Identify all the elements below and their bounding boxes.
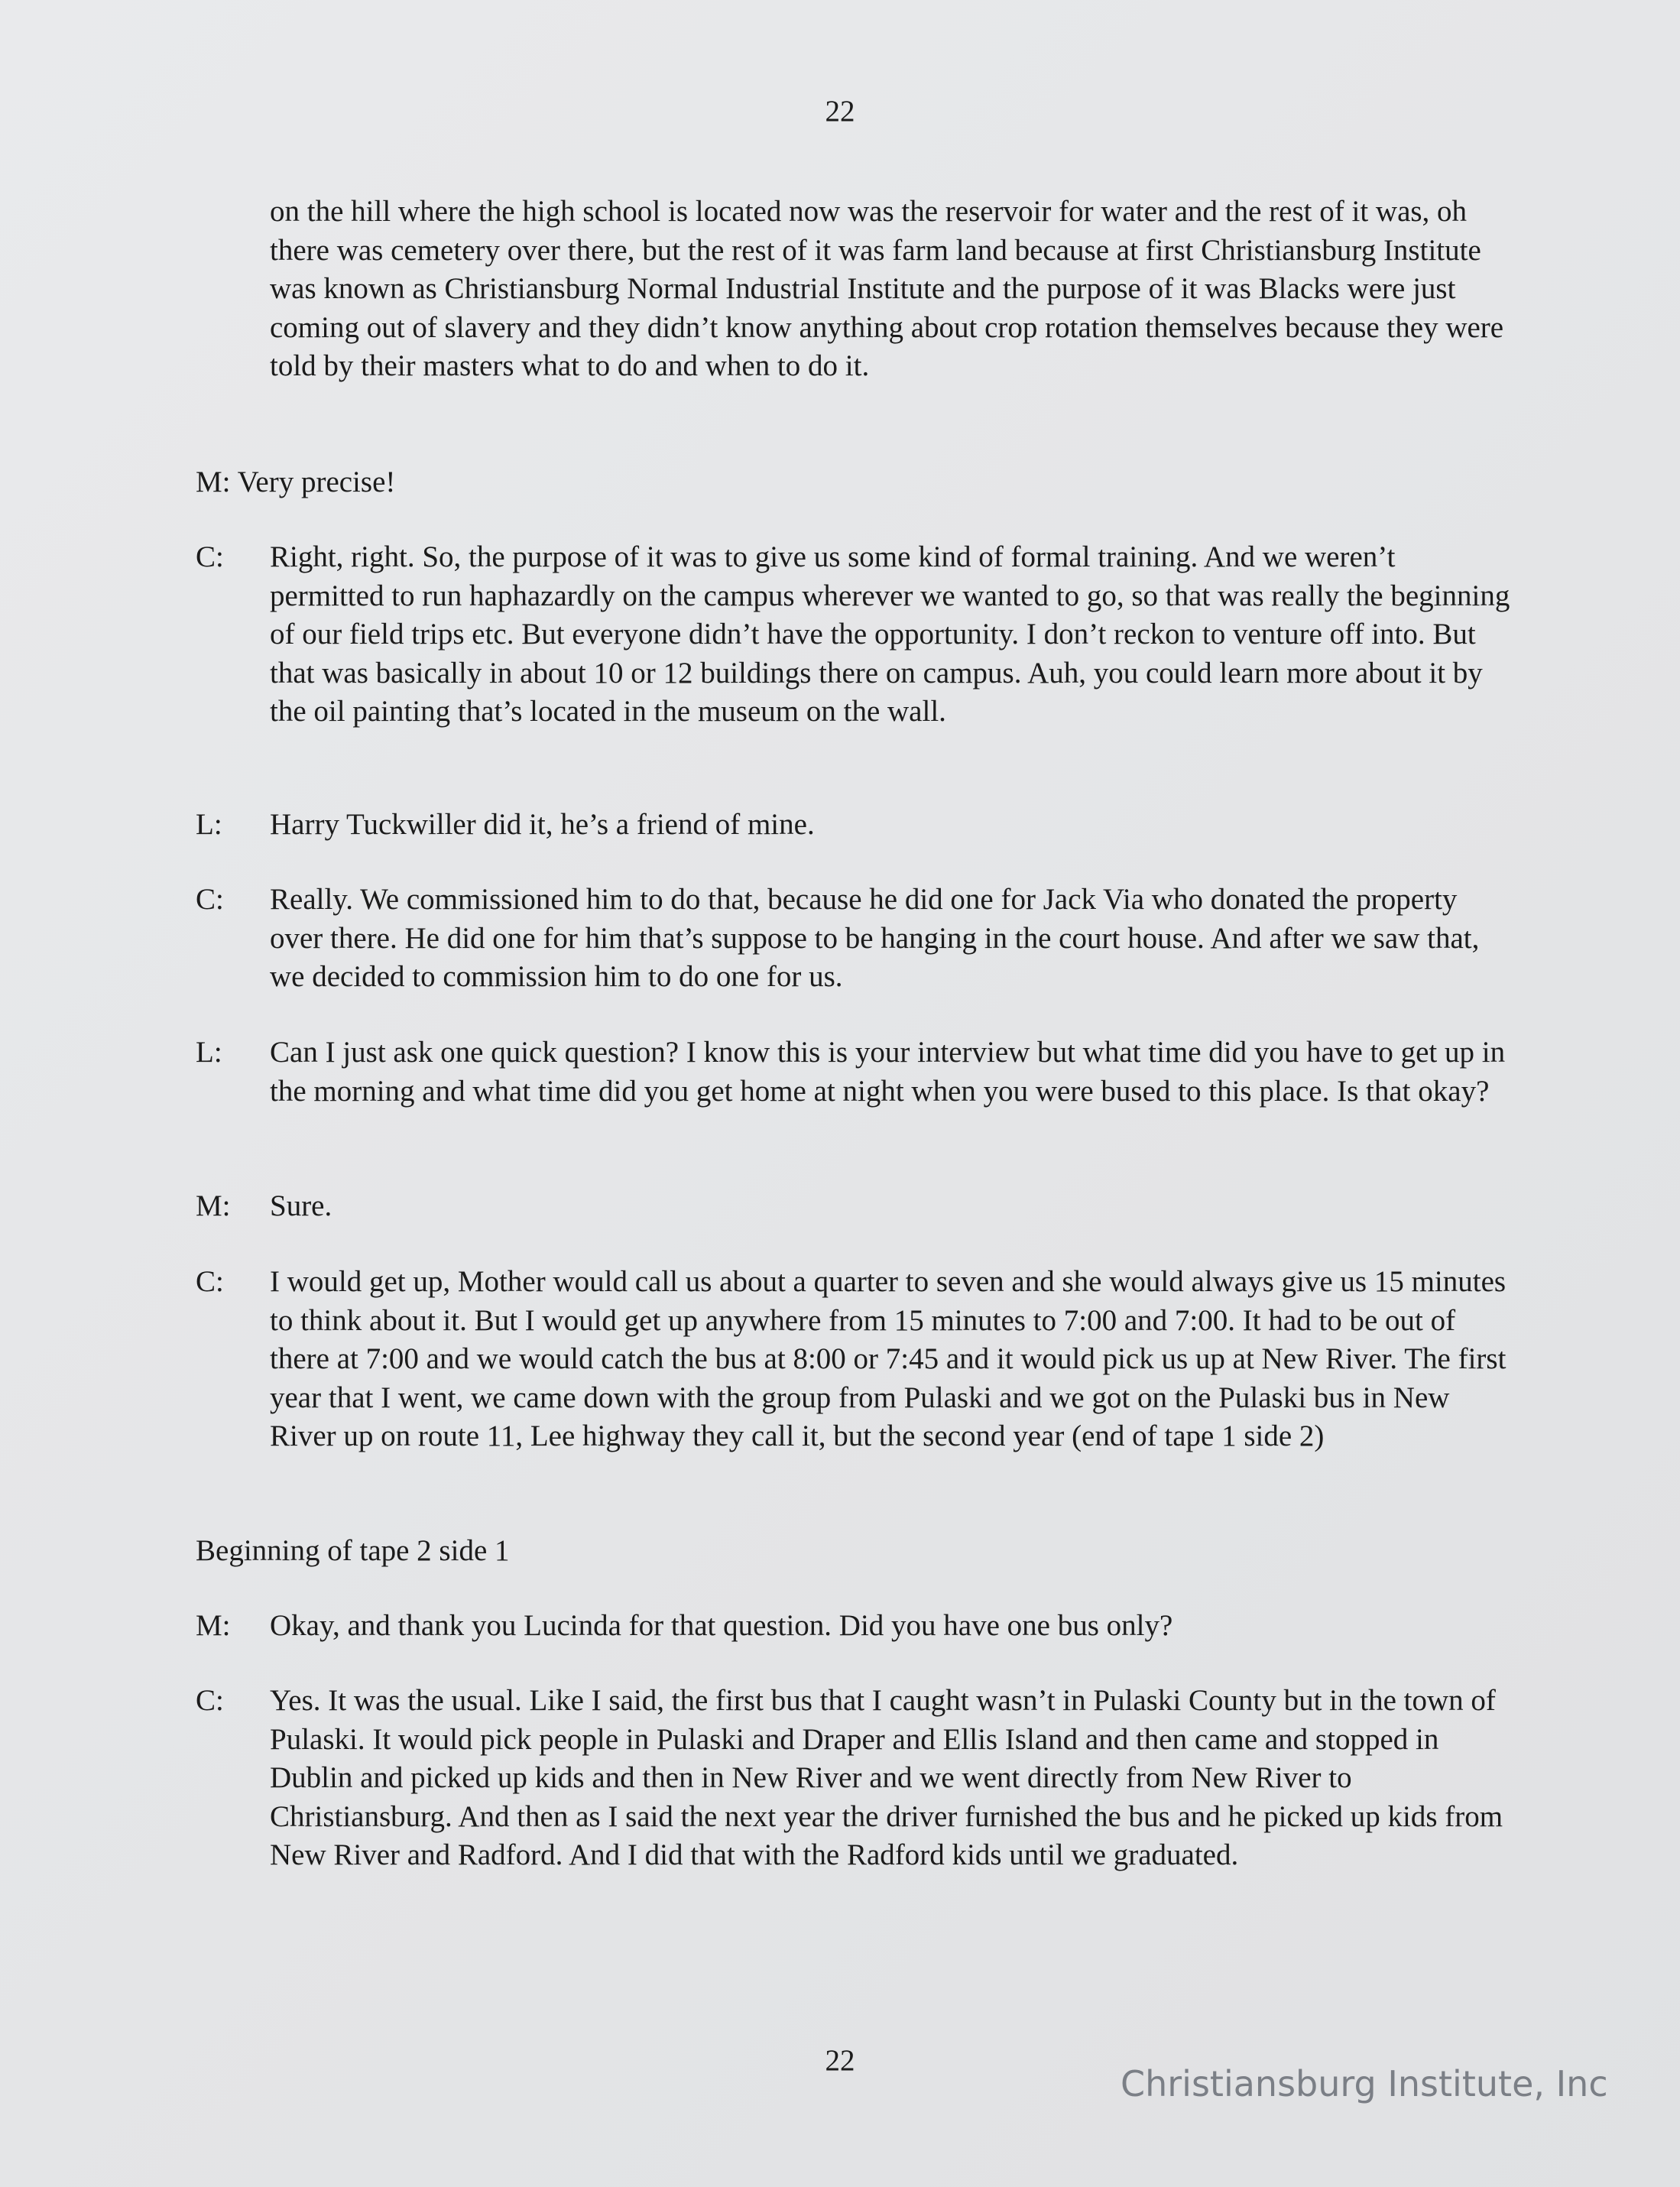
speaker-label: C:: [196, 1684, 224, 1717]
speech-text: Sure.: [270, 1189, 332, 1222]
watermark-text: Christiansburg Institute, Inc: [1121, 2063, 1608, 2104]
transcript-turn: [196, 1263, 1510, 1456]
transcript-turn: [196, 1033, 1510, 1111]
speaker-label: M:: [196, 1189, 231, 1222]
speech-text: Really. We commissioned him to do that, because he did one for Jack Via who donated the property over there. He did one for him that’s suppose to be hanging in the court house. And after we saw that, we decided to commission him to do one for us.: [270, 883, 1480, 993]
transcript-turn: [196, 538, 1510, 732]
transcript-turn: [196, 1187, 1510, 1226]
speaker-label: C:: [196, 1265, 224, 1298]
speaker-label: M:: [196, 1609, 231, 1642]
speech-text: Okay, and thank you Lucinda for that question. Did you have one bus only?: [270, 1609, 1173, 1642]
continuation-paragraph: on the hill where the high school is located now was the reservoir for water and the rest of it was, oh there was cemetery over there, but the rest of it was farm land because at first Christiansburg Institute was known as Christiansburg Normal Industrial Institute and the purpose of it was Blacks were just coming out of slavery and they didn’t know anything about crop rotation themselves because they were told by their masters what to do and when to do it.: [270, 195, 1504, 382]
page-number-bottom: 22: [825, 2044, 855, 2077]
transcript-turn: [196, 806, 1510, 845]
speech-text: I would get up, Mother would call us about a quarter to seven and she would always give us 15 minutes to think about it. But I would get up anywhere from 15 minutes to 7:00 and 7:00. It had to be out of there at 7:00 and we would catch the bus at 8:00 or 7:45 and it would pick us up at New River. The first year that I went, we came down with the group from Pulaski and we got on the Pulaski bus in New River up on route 11, Lee highway they call it, but the second year (end of tape 1 side 2): [270, 1265, 1506, 1452]
page-number-top: 22: [825, 95, 855, 128]
speaker-label: C:: [196, 883, 224, 916]
speaker-label: M:: [196, 466, 231, 498]
tape-note: Beginning of tape 2 side 1: [196, 1534, 510, 1567]
speech-text: Harry Tuckwiller did it, he’s a friend of mine.: [270, 808, 815, 841]
transcript-turn: [196, 881, 1510, 997]
speaker-label: L:: [196, 1036, 222, 1069]
speaker-label: L:: [196, 808, 222, 841]
speech-text: Can I just ask one quick question? I know this is your interview but what time did you have to get up in the morning and what time did you get home at night when you were bused to this place. Is that okay?: [270, 1036, 1506, 1108]
speaker-label: C:: [196, 540, 224, 573]
speech-text: Yes. It was the usual. Like I said, the first bus that I caught wasn’t in Pulaski County but in the town of Pulaski. It would pick people in Pulaski and Draper and Ellis Island and then came and stopped in Dublin and picked up kids and then in New River and we went directly from New River to Christiansburg. And then as I said the next year the driver furnished the bus and he picked up kids from New River and Radford. And I did that with the Radford kids until we graduated.: [270, 1684, 1503, 1871]
speech-text: Very precise!: [237, 466, 396, 498]
transcript-turn: [196, 463, 1510, 502]
speech-text: Right, right. So, the purpose of it was to give us some kind of formal training. And we weren’t permitted to run haphazardly on the campus wherever we wanted to go, so that was really the beginning of our field trips etc. But everyone didn’t have the opportunity. I don’t reckon to venture off into. But that was basically in about 10 or 12 buildings there on campus. Auh, you could learn more about it by the oil painting that’s located in the museum on the wall.: [270, 540, 1510, 728]
transcript-turn: [196, 1607, 1510, 1646]
transcript-turn: [196, 1682, 1510, 1875]
